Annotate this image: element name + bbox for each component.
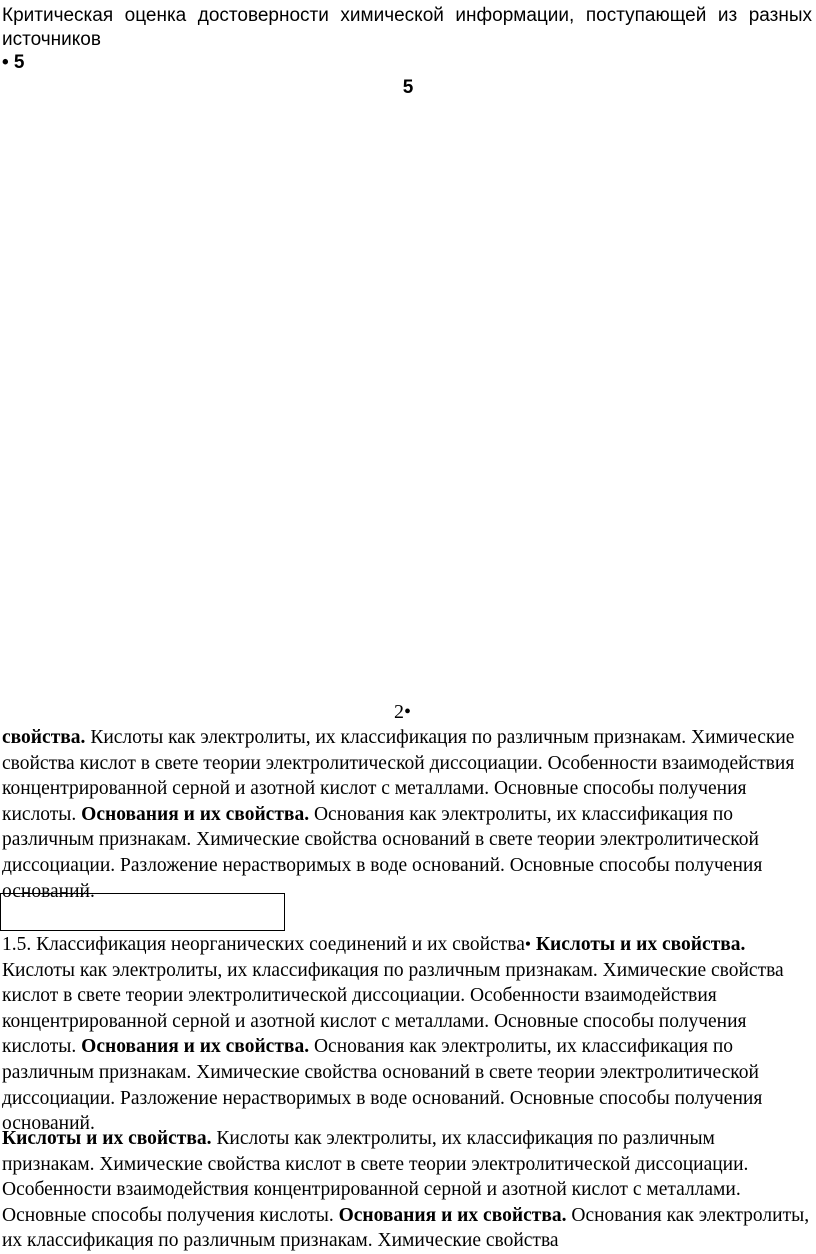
bold-heading: Основания и их свойства. — [81, 1036, 310, 1058]
bold-heading: Основания и их свойства. — [338, 1204, 567, 1226]
bold-heading: Кислоты и их свойства. — [2, 1128, 212, 1149]
paragraph-text: Основания как электролиты, их классификация по различным признакам. Химические свойства оснований в свете теории электролитической диссоциации. Разложение нерастворимых в воде оснований. Основные способы получения оснований. — [2, 1036, 763, 1135]
paragraph-section-1-5 — [2, 932, 812, 1137]
bold-heading: Основания и их свойства. — [81, 803, 310, 825]
bullet-number: • 5 — [2, 52, 25, 73]
bold-heading: Кислоты и их свойства. — [531, 934, 746, 955]
section-heading: 1.5. Классификация неорганических соединений и их свойства — [2, 934, 525, 955]
paragraph-text: Кислоты как электролиты, их классификация по различным признакам. Химические свойства кислот в свете теории электролитической диссоциации. Особенности взаимодействия концентрированной серной и азотной кислот с металлами. Основные способы получения кислоты. — [2, 1128, 749, 1226]
paragraph-text: Кислоты как электролиты, их классификация по различным признакам. Химические свойства кислот в свете теории электролитической диссоциации. Особенности взаимодействия концентрированной серной и азотной кислот с металлами. Основные способы получения кислоты. — [2, 727, 795, 825]
page-number-marker: 2• — [394, 701, 412, 723]
paragraph-acids-bases-1 — [2, 725, 812, 904]
centered-number: 5 — [402, 77, 414, 98]
paragraph-acids-bases-3 — [2, 1126, 812, 1254]
paragraph-text: Основания как электролиты, их классификация по различным признакам. Химические свойства оснований в свете теории электролитической диссоциации. Разложение нерастворимых в воде оснований. Основные способы получения оснований. — [2, 803, 763, 902]
bullet-icon: • — [524, 934, 532, 954]
bold-heading: свойства. — [2, 727, 86, 748]
paragraph-text: Кислоты как электролиты, их классификация по различным признакам. Химические свойства кислот в свете теории электролитической диссоциации. Особенности взаимодействия концентрированной серной и азотной кислот с металлами. Основные способы получения кислоты. — [2, 959, 784, 1058]
document-title: Критическая оценка достоверности химической информации, поступающей из разных источников — [2, 5, 812, 50]
empty-frame — [0, 893, 285, 931]
paragraph-text: Основания как электролиты, их классификация по различным признакам. Химические свойства — [2, 1204, 810, 1252]
